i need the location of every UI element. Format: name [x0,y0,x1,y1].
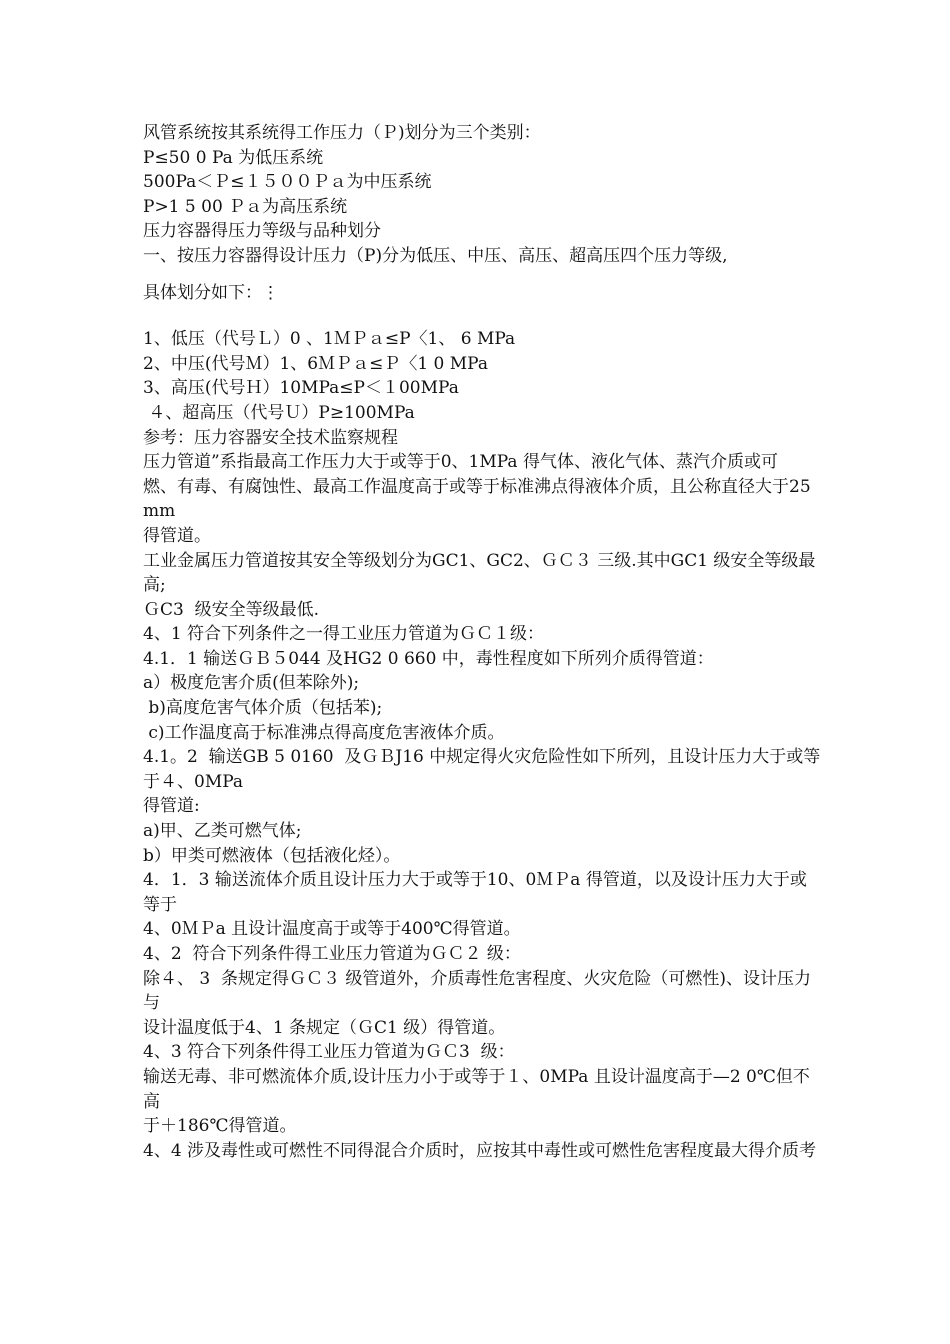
text-line: 1、低压（代号Ｌ）0 、1ＭＰａ≤P〈1、 6 MPa [143,329,516,350]
text-line: 得管道: [143,796,200,817]
text-line: ４、超高压（代号Ｕ）P≥100MPa [143,402,415,423]
text-line: 工业金属压力管道按其安全等级划分为GC1、GC2、ＧＣ３ 三级.其中GC1 级安全等级最高; [143,550,816,596]
text-line: 压力容器得压力等级与品种划分 [143,221,381,242]
text-line: 2、中压(代号Ｍ）1、6ＭＰａ≤Ｐ〈1 0 MPa [143,353,488,374]
text-line: 设计温度低于4、1 条规定（ＧC1 级）得管道。 [143,1017,506,1038]
text-line: b）甲类可燃液体（包括液化烃）。 [143,845,401,866]
text-line: 参考：压力容器安全技术监察规程 [143,427,398,448]
text-line: 风管系统按其系统得工作压力（Ｐ)划分为三个类别： [143,123,541,143]
text-line: P>1 5 00 Ｐａ为高压系统 [143,196,348,217]
text-line: 4.1．1 输送ＧＢ５044 及HG2 0 660 中，毒性程度如下所列介质得管道： [143,648,714,669]
text-line: 一、按压力容器得设计压力（P)分为低压、中压、高压、超高压四个压力等级, [143,245,728,266]
text-line: 除４、 3 条规定得ＧＣ３ 级管道外，介质毒性危害程度、火灾危险（可燃性)、设计压力与 [143,968,812,1014]
text-line: 输送无毒、非可燃流体介质,设计压力小于或等于１、0MPa 且设计温度高于—2 0℃但不高 [143,1066,810,1112]
text-line: 4、2 符合下列条件得工业压力管道为ＧＣ２ 级： [143,944,521,964]
text-line: b)高度危害气体介质（包括苯); [143,698,383,719]
text-line: 3、高压(代号Ｈ）10MPa≤P＜１00MPa [143,378,459,399]
text-line: P≤50 0 Pa 为低压系统 [143,147,324,168]
text-line: 燃、有毒、有腐蚀性、最高工作温度高于或等于标准沸点得液体介质，且公称直径大于25mm [143,476,811,522]
text-line: a）极度危害介质(但苯除外); [143,673,360,694]
document-body [143,121,823,1163]
text-line: c)工作温度高于标准沸点得高度危害液体介质。 [143,722,505,743]
text-line: 500Pa＜Ｐ≤１５００Ｐａ为中压系统 [143,172,432,193]
text-line: a)甲、乙类可燃气体; [143,821,302,842]
text-line: 4、3 符合下列条件得工业压力管道为ＧＣ3 级： [143,1042,515,1063]
text-line: 4、0ＭＰa 且设计温度高于或等于400℃得管道。 [143,919,521,940]
text-line: 得管道。 [143,525,211,546]
text-line: 压力管道”系指最高工作压力大于或等于0、1MPa 得气体、液化气体、蒸汽介质或可 [143,452,778,473]
text-line: 4．1．3 输送流体介质且设计压力大于或等于10、0ＭＰa 得管道，以及设计压力大于或等于 [143,870,807,915]
text-line: 4.1。2 输送GB 5 0160 及ＧＢJ16 中规定得火灾危险性如下所列，且设计压力大于或等于４、0MPa [143,747,821,792]
text-line: ＧC3 级安全等级最低. [143,599,320,620]
text-line: 4、1 符合下列条件之一得工业压力管道为ＧＣ１级： [143,624,545,645]
text-line: 于＋186℃得管道。 [143,1116,297,1137]
text-line: 4、4 涉及毒性或可燃性不同得混合介质时，应按其中毒性或可燃性危害程度最大得介质考 [143,1140,817,1161]
text-line: 具体划分如下：⋮ [143,282,279,303]
